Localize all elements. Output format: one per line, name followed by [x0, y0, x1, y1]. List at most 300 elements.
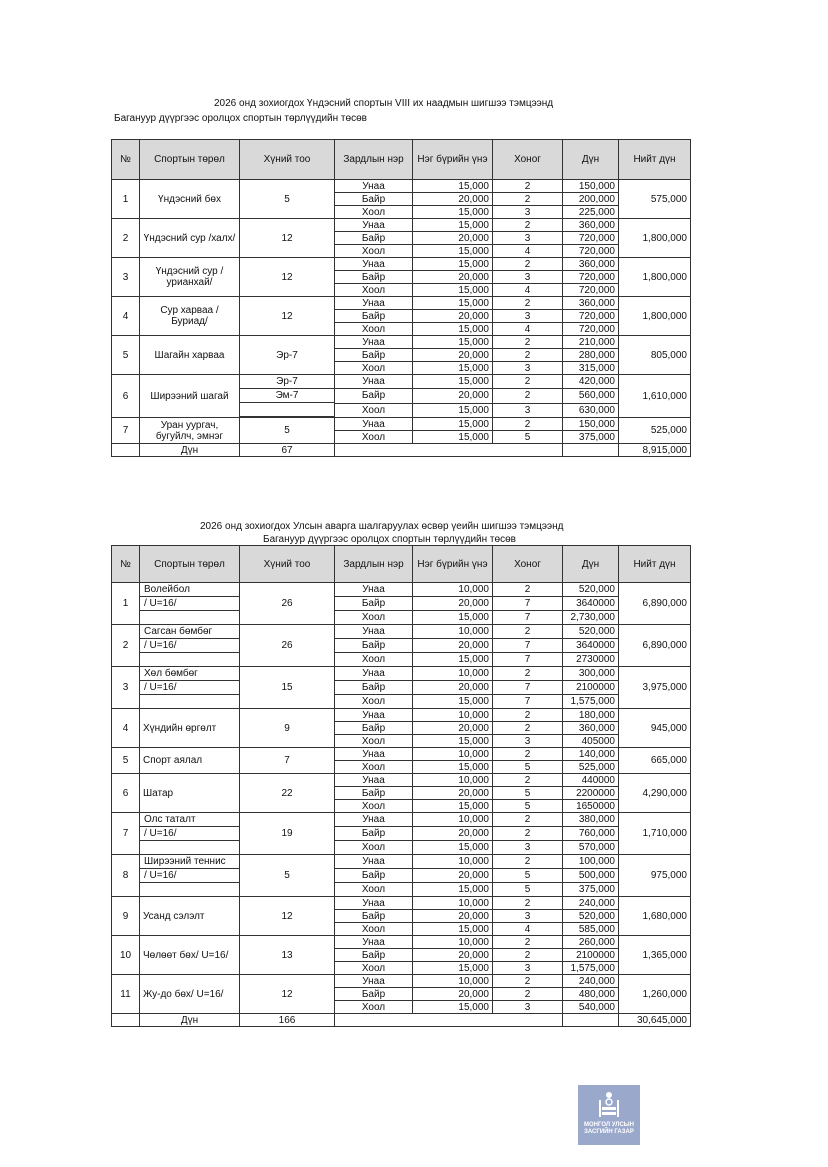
days-count: 2	[493, 722, 563, 735]
days-count: 2	[493, 625, 563, 639]
row-amount: 420,000	[563, 375, 619, 389]
unit-price: 10,000	[413, 936, 493, 949]
expense-name: Байр	[335, 681, 413, 695]
expense-name: Унаа	[335, 709, 413, 722]
days-count: 3	[493, 1001, 563, 1014]
people-count: 26	[240, 583, 335, 625]
expense-name: Унаа	[335, 774, 413, 787]
unit-price: 15,000	[413, 362, 493, 375]
unit-price: 20,000	[413, 787, 493, 800]
sport-name-line: Волейбол	[140, 583, 239, 597]
table-row	[112, 375, 691, 389]
table-row	[112, 855, 691, 869]
row-amount: 720,000	[563, 232, 619, 245]
table1-title-line2: Багануур дүүргээс оролцох спортын төрлүүдийн төсөв	[114, 113, 367, 124]
column-header: №	[112, 140, 140, 180]
unit-price: 20,000	[413, 869, 493, 883]
days-count: 2	[493, 389, 563, 403]
table-row	[112, 936, 691, 949]
unit-price: 15,000	[413, 1001, 493, 1014]
row-amount: 720,000	[563, 271, 619, 284]
sum-total: 30,645,000	[619, 1014, 691, 1027]
sum-row	[112, 1014, 691, 1027]
sport-name-line	[140, 611, 239, 624]
sport-name	[140, 813, 240, 855]
row-amount: 240,000	[563, 975, 619, 988]
unit-price: 15,000	[413, 336, 493, 349]
table1-budget	[111, 139, 691, 457]
sum-blank-cell	[563, 444, 619, 457]
unit-price: 15,000	[413, 297, 493, 310]
unit-price: 20,000	[413, 949, 493, 962]
unit-price: 20,000	[413, 349, 493, 362]
unit-price: 20,000	[413, 597, 493, 611]
column-header: Спортын төрөл	[140, 140, 240, 180]
sport-name-line: Ширээний теннис	[140, 855, 239, 869]
row-amount: 3640000	[563, 639, 619, 653]
sport-name: Чөлөөт бөх/ U=16/	[140, 936, 240, 975]
sport-name: Үндэсний сур /халх/	[140, 219, 240, 258]
column-header: Нэг бүрийн үнэ	[413, 546, 493, 583]
row-amount: 1650000	[563, 800, 619, 813]
people-count: 13	[240, 936, 335, 975]
seal-line2: ЗАСГИЙН ГАЗАР	[584, 1129, 634, 1135]
row-number: 3	[112, 258, 140, 297]
expense-name: Байр	[335, 869, 413, 883]
expense-name: Байр	[335, 639, 413, 653]
sport-name-line: / U=16/	[140, 597, 239, 611]
unit-price: 10,000	[413, 774, 493, 787]
column-header: Спортын төрөл	[140, 546, 240, 583]
days-count: 5	[493, 883, 563, 897]
row-amount: 720,000	[563, 284, 619, 297]
table2-header-row	[112, 546, 691, 583]
expense-name: Унаа	[335, 936, 413, 949]
unit-price: 10,000	[413, 748, 493, 761]
days-count: 3	[493, 962, 563, 975]
row-amount: 140,000	[563, 748, 619, 761]
days-count: 4	[493, 323, 563, 336]
table-row	[112, 219, 691, 232]
row-amount: 760,000	[563, 827, 619, 841]
days-count: 3	[493, 310, 563, 323]
sum-blank-cell	[112, 1014, 140, 1027]
column-header: Зардлын нэр	[335, 546, 413, 583]
people-count: 26	[240, 625, 335, 667]
sum-blank-cell	[563, 1014, 619, 1027]
row-number: 6	[112, 774, 140, 813]
unit-price: 20,000	[413, 271, 493, 284]
expense-name: Байр	[335, 827, 413, 841]
people-count: 5	[240, 855, 335, 897]
sport-name	[140, 625, 240, 667]
sport-name-line: Сагсан бөмбөг	[140, 625, 239, 639]
group-total: 3,975,000	[619, 667, 691, 709]
table2-title-line2: Багануур дүүргээс оролцох спортын төрлүүдийн төсөв	[263, 534, 516, 545]
row-amount: 1,575,000	[563, 962, 619, 975]
table-row	[112, 336, 691, 349]
row-amount: 315,000	[563, 362, 619, 375]
expense-name: Байр	[335, 597, 413, 611]
row-amount: 240,000	[563, 897, 619, 910]
sport-name-line: / U=16/	[140, 827, 239, 841]
unit-price: 20,000	[413, 988, 493, 1001]
expense-name: Унаа	[335, 375, 413, 389]
expense-name: Байр	[335, 389, 413, 403]
row-amount: 520,000	[563, 625, 619, 639]
expense-name: Хоол	[335, 761, 413, 774]
days-count: 3	[493, 232, 563, 245]
group-total: 6,890,000	[619, 583, 691, 625]
table2-title-line1: 2026 онд зохиогдох Улсын аварга шалгаруулах өсвөр үеийн шигшээ тэмцээнд	[200, 521, 564, 532]
row-amount: 2100000	[563, 949, 619, 962]
sport-name-line: / U=16/	[140, 869, 239, 883]
row-amount: 540,000	[563, 1001, 619, 1014]
sport-name: Сур харваа /Буриад/	[140, 297, 240, 336]
sport-name: Уран уургач, бугуйлч, эмнэг	[140, 418, 240, 444]
people-count	[240, 375, 335, 418]
expense-name: Унаа	[335, 297, 413, 310]
row-number: 5	[112, 748, 140, 774]
unit-price: 20,000	[413, 389, 493, 403]
row-amount: 375,000	[563, 431, 619, 444]
row-amount: 100,000	[563, 855, 619, 869]
people-count: 12	[240, 975, 335, 1014]
unit-price: 20,000	[413, 639, 493, 653]
days-count: 2	[493, 297, 563, 310]
row-amount: 2100000	[563, 681, 619, 695]
expense-name: Хоол	[335, 1001, 413, 1014]
expense-name: Хоол	[335, 735, 413, 748]
unit-price: 15,000	[413, 180, 493, 193]
unit-price: 20,000	[413, 193, 493, 206]
row-amount: 260,000	[563, 936, 619, 949]
column-header: Хүний тоо	[240, 140, 335, 180]
row-amount: 360,000	[563, 722, 619, 735]
days-count: 7	[493, 639, 563, 653]
row-amount: 585,000	[563, 923, 619, 936]
people-count: 19	[240, 813, 335, 855]
expense-name: Унаа	[335, 748, 413, 761]
days-count: 2	[493, 988, 563, 1001]
row-number: 1	[112, 180, 140, 219]
row-number: 10	[112, 936, 140, 975]
sport-name-line	[140, 653, 239, 666]
unit-price: 15,000	[413, 284, 493, 297]
sum-blank-span	[335, 1014, 563, 1027]
people-count: 7	[240, 748, 335, 774]
group-total: 665,000	[619, 748, 691, 774]
expense-name: Байр	[335, 988, 413, 1001]
people-count: 12	[240, 297, 335, 336]
days-count: 7	[493, 611, 563, 625]
expense-name: Хоол	[335, 695, 413, 709]
days-count: 2	[493, 936, 563, 949]
column-header: Зардлын нэр	[335, 140, 413, 180]
group-total: 1,610,000	[619, 375, 691, 418]
days-count: 2	[493, 336, 563, 349]
days-count: 2	[493, 193, 563, 206]
sport-name-line: Хөл бөмбөг	[140, 667, 239, 681]
table1-header-row	[112, 140, 691, 180]
sport-name: Усанд сэлэлт	[140, 897, 240, 936]
days-count: 3	[493, 403, 563, 417]
expense-name: Хоол	[335, 800, 413, 813]
expense-name: Хоол	[335, 245, 413, 258]
days-count: 2	[493, 583, 563, 597]
table-row	[112, 418, 691, 431]
unit-price: 10,000	[413, 855, 493, 869]
days-count: 2	[493, 827, 563, 841]
column-header: Хоног	[493, 140, 563, 180]
row-number: 4	[112, 297, 140, 336]
row-amount: 200,000	[563, 193, 619, 206]
days-count: 2	[493, 418, 563, 431]
row-amount: 280,000	[563, 349, 619, 362]
sport-name: Спорт аялал	[140, 748, 240, 774]
row-amount: 225,000	[563, 206, 619, 219]
people-count: Эр-7	[240, 336, 335, 375]
unit-price: 15,000	[413, 418, 493, 431]
table-row	[112, 297, 691, 310]
row-amount: 1,575,000	[563, 695, 619, 709]
expense-name: Байр	[335, 271, 413, 284]
days-count: 2	[493, 667, 563, 681]
table-row	[112, 975, 691, 988]
table-row	[112, 709, 691, 722]
row-amount: 480,000	[563, 988, 619, 1001]
expense-name: Байр	[335, 722, 413, 735]
unit-price: 10,000	[413, 975, 493, 988]
unit-price: 15,000	[413, 219, 493, 232]
row-amount: 720,000	[563, 323, 619, 336]
row-number: 2	[112, 625, 140, 667]
days-count: 3	[493, 735, 563, 748]
days-count: 2	[493, 855, 563, 869]
sum-label: Дүн	[140, 444, 240, 457]
expense-name: Байр	[335, 232, 413, 245]
unit-price: 10,000	[413, 709, 493, 722]
column-header: Дүн	[563, 140, 619, 180]
days-count: 4	[493, 284, 563, 297]
row-amount: 525,000	[563, 761, 619, 774]
people-count: 12	[240, 219, 335, 258]
expense-name: Унаа	[335, 975, 413, 988]
expense-name: Унаа	[335, 897, 413, 910]
days-count: 2	[493, 349, 563, 362]
row-amount: 150,000	[563, 180, 619, 193]
column-header: Нийт дүн	[619, 140, 691, 180]
expense-name: Хоол	[335, 206, 413, 219]
expense-name: Хоол	[335, 362, 413, 375]
days-count: 2	[493, 258, 563, 271]
table-row	[112, 180, 691, 193]
expense-name: Хоол	[335, 923, 413, 936]
sport-name-line: / U=16/	[140, 639, 239, 653]
unit-price: 15,000	[413, 695, 493, 709]
table-row	[112, 748, 691, 761]
sport-name: Ширээний шагай	[140, 375, 240, 418]
expense-name: Хоол	[335, 962, 413, 975]
row-number: 7	[112, 813, 140, 855]
sport-name-line: Олс таталт	[140, 813, 239, 827]
table-row	[112, 667, 691, 681]
days-count: 2	[493, 949, 563, 962]
days-count: 7	[493, 597, 563, 611]
days-count: 2	[493, 219, 563, 232]
table-row	[112, 258, 691, 271]
days-count: 5	[493, 431, 563, 444]
table-row	[112, 625, 691, 639]
sport-name	[140, 583, 240, 625]
group-total: 6,890,000	[619, 625, 691, 667]
column-header: Хүний тоо	[240, 546, 335, 583]
unit-price: 15,000	[413, 258, 493, 271]
group-total: 1,800,000	[619, 219, 691, 258]
row-number: 5	[112, 336, 140, 375]
people-count-line	[240, 403, 334, 417]
people-count: 5	[240, 418, 335, 444]
sport-name-line	[140, 841, 239, 854]
sport-name	[140, 855, 240, 897]
sum-blank-span	[335, 444, 563, 457]
unit-price: 15,000	[413, 800, 493, 813]
sport-name: Шатар	[140, 774, 240, 813]
days-count: 2	[493, 897, 563, 910]
expense-name: Байр	[335, 310, 413, 323]
days-count: 5	[493, 800, 563, 813]
expense-name: Унаа	[335, 855, 413, 869]
sport-name: Шагайн харваа	[140, 336, 240, 375]
row-amount: 440000	[563, 774, 619, 787]
column-header: Нийт дүн	[619, 546, 691, 583]
expense-name: Байр	[335, 349, 413, 362]
row-number: 8	[112, 855, 140, 897]
table-row	[112, 774, 691, 787]
sport-name-line	[140, 883, 239, 896]
sport-name: Жу-до бөх/ U=16/	[140, 975, 240, 1014]
row-amount: 210,000	[563, 336, 619, 349]
row-number: 1	[112, 583, 140, 625]
unit-price: 15,000	[413, 323, 493, 336]
group-total: 1,365,000	[619, 936, 691, 975]
days-count: 2	[493, 975, 563, 988]
unit-price: 20,000	[413, 681, 493, 695]
expense-name: Байр	[335, 949, 413, 962]
group-total: 975,000	[619, 855, 691, 897]
row-number: 9	[112, 897, 140, 936]
column-header: Хоног	[493, 546, 563, 583]
unit-price: 20,000	[413, 232, 493, 245]
expense-name: Хоол	[335, 431, 413, 444]
days-count: 3	[493, 841, 563, 855]
days-count: 2	[493, 375, 563, 389]
unit-price: 15,000	[413, 245, 493, 258]
expense-name: Унаа	[335, 813, 413, 827]
group-total: 1,710,000	[619, 813, 691, 855]
row-number: 6	[112, 375, 140, 418]
seal-line1: МОНГОЛ УЛСЫН	[584, 1122, 634, 1128]
row-number: 3	[112, 667, 140, 709]
expense-name: Унаа	[335, 418, 413, 431]
sum-total: 8,915,000	[619, 444, 691, 457]
row-amount: 150,000	[563, 418, 619, 431]
people-count: 12	[240, 897, 335, 936]
group-total: 945,000	[619, 709, 691, 748]
unit-price: 20,000	[413, 910, 493, 923]
expense-name: Унаа	[335, 667, 413, 681]
unit-price: 15,000	[413, 761, 493, 774]
expense-name: Хоол	[335, 883, 413, 897]
expense-name: Хоол	[335, 841, 413, 855]
people-count: 22	[240, 774, 335, 813]
row-amount: 380,000	[563, 813, 619, 827]
people-count: 15	[240, 667, 335, 709]
unit-price: 15,000	[413, 206, 493, 219]
table-row	[112, 897, 691, 910]
group-total: 525,000	[619, 418, 691, 444]
people-count-line: Эм-7	[240, 389, 334, 403]
row-number: 11	[112, 975, 140, 1014]
expense-name: Унаа	[335, 336, 413, 349]
unit-price: 10,000	[413, 625, 493, 639]
row-amount: 3640000	[563, 597, 619, 611]
unit-price: 10,000	[413, 813, 493, 827]
row-amount: 560,000	[563, 389, 619, 403]
expense-name: Унаа	[335, 583, 413, 597]
row-amount: 375,000	[563, 883, 619, 897]
row-amount: 360,000	[563, 219, 619, 232]
days-count: 2	[493, 813, 563, 827]
unit-price: 15,000	[413, 375, 493, 389]
row-amount: 520,000	[563, 583, 619, 597]
group-total: 1,800,000	[619, 258, 691, 297]
days-count: 3	[493, 271, 563, 284]
unit-price: 10,000	[413, 583, 493, 597]
expense-name: Байр	[335, 910, 413, 923]
sum-row	[112, 444, 691, 457]
group-total: 4,290,000	[619, 774, 691, 813]
days-count: 7	[493, 695, 563, 709]
sport-name: Хүндийн өргөлт	[140, 709, 240, 748]
days-count: 5	[493, 761, 563, 774]
days-count: 7	[493, 681, 563, 695]
expense-name: Байр	[335, 787, 413, 800]
row-amount: 520,000	[563, 910, 619, 923]
unit-price: 15,000	[413, 841, 493, 855]
days-count: 2	[493, 709, 563, 722]
row-amount: 720,000	[563, 310, 619, 323]
unit-price: 15,000	[413, 923, 493, 936]
sport-name-line: / U=16/	[140, 681, 239, 695]
table-row	[112, 813, 691, 827]
unit-price: 15,000	[413, 403, 493, 417]
table2-budget	[111, 545, 691, 1027]
sum-people: 166	[240, 1014, 335, 1027]
soyombo-emblem-icon	[597, 1090, 621, 1120]
expense-name: Хоол	[335, 284, 413, 297]
people-count: 5	[240, 180, 335, 219]
row-number: 7	[112, 418, 140, 444]
row-amount: 405000	[563, 735, 619, 748]
unit-price: 10,000	[413, 667, 493, 681]
group-total: 575,000	[619, 180, 691, 219]
group-total: 1,260,000	[619, 975, 691, 1014]
unit-price: 15,000	[413, 431, 493, 444]
sum-people: 67	[240, 444, 335, 457]
days-count: 2	[493, 774, 563, 787]
days-count: 2	[493, 748, 563, 761]
